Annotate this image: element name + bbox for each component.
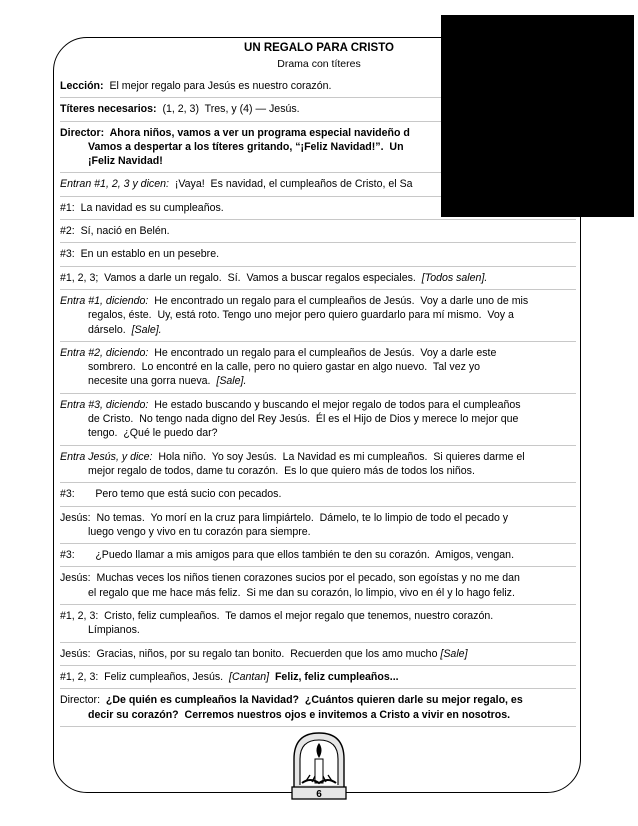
text-segment: Jesús: No temas. Yo morí en la cruz para limpiártelo. Dámelo, te lo limpio de todo el pecado y (60, 511, 509, 524)
line-continuation (60, 525, 576, 539)
text-segment: tengo. ¿Qué le puedo dar? (88, 427, 218, 440)
line-lead (60, 224, 576, 238)
line-continuation (60, 708, 576, 722)
line-lead (60, 571, 576, 585)
line-lead (60, 398, 576, 412)
text-segment: #1: La navidad es su cumpleaños. (60, 201, 224, 214)
line-continuation (60, 623, 576, 637)
line-continuation (60, 464, 576, 478)
text-segment: necesite una gorra nueva. (88, 375, 217, 388)
line-lead (60, 294, 576, 308)
text-segment: [Cantan] (229, 670, 270, 683)
script-line (60, 511, 576, 545)
text-segment: He encontrado un regalo para el cumpleaños de Jesús. Voy a darle este (148, 346, 497, 359)
line-continuation (60, 426, 576, 440)
text-segment: dárselo. (88, 323, 132, 336)
text-segment: #3: ¿Puedo llamar a mis amigos para que ellos también te den su corazón. Amigos, vengan. (60, 549, 515, 562)
text-segment: luego vengo y vivo en tu corazón para siempre. (88, 525, 311, 538)
script-line (60, 398, 576, 446)
line-lead (60, 548, 576, 562)
script-line (60, 224, 576, 243)
text-segment: ¡Vaya! Es navidad, el cumpleaños de Cristo, el Sa (168, 178, 413, 191)
text-segment: #1, 2, 3: Feliz cumpleaños, Jesús. (60, 670, 229, 683)
text-segment: [Sale]. (131, 323, 162, 336)
text-segment: Jesús: Gracias, niños, por su regalo tan bonito. Recuerden que los amo mucho (60, 647, 441, 660)
text-segment: He estado buscando y buscando el mejor regalo de todos para el cumpleaños (148, 398, 521, 411)
line-lead (60, 670, 576, 684)
text-segment: Lección: (60, 80, 104, 92)
script-line (60, 346, 576, 394)
text-segment: Entra #3, diciendo: (60, 398, 149, 411)
line-continuation (60, 412, 576, 426)
text-segment: el regalo que me hace más feliz. Si me dan su corazón, lo limpio, vivo en él y lo hago feliz. (88, 586, 515, 599)
line-lead (60, 511, 576, 525)
script-line (60, 294, 576, 342)
text-segment: Feliz, feliz cumpleaños... (274, 670, 399, 683)
text-segment: Límpianos. (88, 624, 140, 637)
text-segment: Entra #2, diciendo: (60, 346, 149, 359)
script-line (60, 571, 576, 605)
text-segment: Director: (60, 694, 106, 707)
text-segment: Director: Ahora niños, vamos a ver un programa especial navideño d (60, 126, 410, 139)
line-lead (60, 247, 576, 261)
text-segment: Hola niño. Yo soy Jesús. La Navidad es mi cumpleaños. Si quieres darme el (152, 450, 525, 463)
text-segment: [Sale]. (216, 375, 247, 388)
text-segment: [Sale] (440, 647, 468, 660)
line-lead (60, 346, 576, 360)
script-line (60, 450, 576, 484)
text-segment: mejor regalo de todos, dame tu corazón. Es lo que quiero más de todos los niños. (88, 464, 475, 477)
text-segment: #1, 2, 3; Vamos a darle un regalo. Sí. Vamos a buscar regalos especiales. (60, 271, 422, 284)
line-continuation (60, 360, 576, 374)
script-line (60, 693, 576, 727)
script-line (60, 670, 576, 689)
line-continuation (60, 308, 576, 322)
page-number: 6 (316, 789, 322, 800)
redaction-block (441, 15, 634, 217)
script-line (60, 271, 576, 290)
text-segment: #3: En un establo en un pesebre. (60, 248, 220, 261)
line-lead (60, 609, 576, 623)
text-segment: #2: Sí, nació en Belén. (60, 225, 170, 238)
line-lead (60, 487, 576, 501)
text-segment: sombrero. Lo encontré en la calle, pero no quiero gastar en algo nuevo. Tal vez yo (88, 361, 481, 374)
candle-arch-icon (288, 729, 350, 801)
script-line (60, 647, 576, 666)
text-segment: Entra Jesús, y dice: (60, 450, 153, 463)
page-subtitle: Drama con títeres (277, 58, 361, 70)
line-lead (60, 450, 576, 464)
text-segment: ¡Feliz Navidad! (88, 155, 163, 168)
text-segment: ¿De quién es cumpleaños la Navidad? ¿Cuántos quieren darle su mejor regalo, es (105, 694, 523, 707)
line-lead (60, 271, 576, 285)
line-lead (60, 693, 576, 707)
line-continuation (60, 586, 576, 600)
text-segment: He encontrado un regalo para el cumpleaños de Jesús. Voy a darle uno de mis (148, 294, 529, 307)
text-segment: El mejor regalo para Jesús es nuestro corazón. (103, 80, 332, 92)
text-segment: Vamos a despertar a los títeres gritando, “¡Feliz Navidad!”. Un (88, 140, 404, 153)
text-segment: Títeres necesarios: (60, 103, 157, 116)
text-segment: [Todos salen]. (421, 271, 488, 284)
line-continuation (60, 323, 576, 337)
text-segment: Entra #1, diciendo: (60, 294, 149, 307)
text-segment: regalos, éste. Uy, está roto. Tengo uno mejor pero quiero guardarlo para mí mismo. Voy a (88, 309, 514, 322)
text-segment: Entran #1, 2, 3 y dicen: (60, 178, 169, 191)
script-line (60, 548, 576, 567)
text-segment: decir su corazón? Cerremos nuestros ojos e invitemos a Cristo a vivir en nosotros. (88, 708, 511, 721)
text-segment: Jesús: Muchas veces los niños tienen corazones sucios por el pecado, son egoístas y no me dan (60, 572, 520, 585)
text-segment: de Cristo. No tengo nada digno del Rey Jesús. Él es el Hijo de Dios y merece lo mejor que (88, 413, 519, 426)
line-lead (60, 647, 576, 661)
text-segment: #1, 2, 3: Cristo, feliz cumpleaños. Te damos el mejor regalo que tenemos, nuestro corazón. (60, 610, 494, 623)
script-line (60, 609, 576, 643)
line-continuation (60, 374, 576, 388)
text-segment: (1, 2, 3) Tres, y (4) — Jesús. (156, 103, 300, 116)
page-title: UN REGALO PARA CRISTO (244, 42, 394, 54)
script-line (60, 487, 576, 506)
text-segment: #3: Pero temo que está sucio con pecados. (60, 488, 282, 501)
script-line (60, 247, 576, 266)
